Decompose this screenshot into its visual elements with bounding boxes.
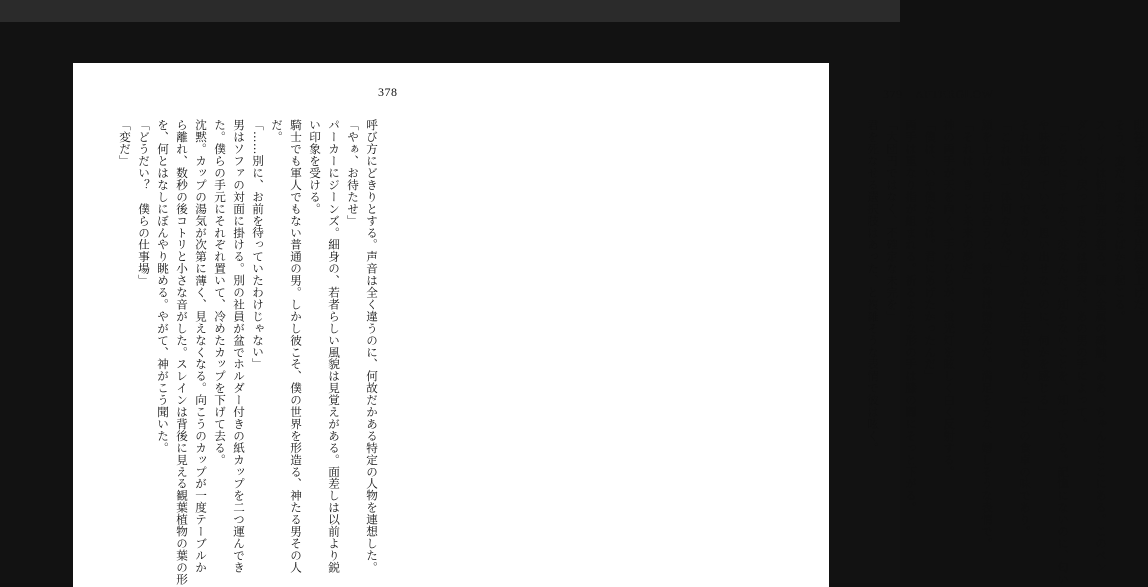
right-page-text-line: 神の両手が天を向く。手のひらが、蛍光灯を眩しく白く反射する。 xyxy=(942,119,956,478)
book-spread xyxy=(73,63,1146,587)
left-page-text-line: い印象を受ける。 xyxy=(308,119,322,215)
right-page-text-line: 「こちらにきてから、変なんだ。知らないことを、知っている。記憶にないのに、匂い xyxy=(1056,119,1070,586)
right-page-text-line: ダントが、戻ってきたのは現実だ。あの男の手によって。 xyxy=(1075,119,1089,430)
left-page-number: 378 xyxy=(378,85,398,99)
right-page-text-line: 「これは、一体何なんだ？」 xyxy=(999,119,1013,275)
left-page-text-line: 「……別に、お前を待っていたわけじゃない」 xyxy=(251,119,265,370)
right-page-text-line: 「僕は、いや僕たちは。君にあげたかったんだ」 xyxy=(923,119,937,382)
right-page-text-line: スレインは俯き胸元を握る。硬い金属の感触。ああ、ちゃんとここにある。このペン xyxy=(1094,119,1108,574)
reader-viewport[interactable] xyxy=(0,22,1146,586)
right-page-text-line: 「それは、きっと未来の夢だ」 xyxy=(961,119,975,287)
left-page-text-line: 騎士でも軍人でもない普通の男。しかし彼こそ、僕の世界を形造る、神たる男その人 xyxy=(289,119,303,574)
right-page-text-line: 君を死なせる選択肢はあった、と複雑そうな表情で彼は呟く。 xyxy=(866,119,880,454)
right-page-text-line: 「大団円ではなく、不確定な未完を」 xyxy=(885,119,899,323)
left-page-text xyxy=(118,119,381,586)
left-page-text-line: を、何とはなしにぼんやり眺める。やがて、神がこう聞いた。 xyxy=(156,119,170,454)
right-page-text-line: 即答する。男は無言で片眉を上げた。 xyxy=(1132,119,1146,323)
left-page-text-line: た。僕らの手元にそれぞれ置いて、冷めたカップを下げて去る。 xyxy=(213,119,227,466)
right-page-text-line: や味を知っている。思い出せないのに、何かを感じる」 xyxy=(1037,119,1051,418)
left-page-text-line: だ。 xyxy=(270,119,284,143)
left-page xyxy=(73,63,451,587)
left-page-text-line: 男はソファの対面に掛ける。別の社員が盆でホルダー付きの紙カップを二つ運んでき xyxy=(232,119,246,574)
right-page-running-head: 379 AFTERGLOW xyxy=(883,87,994,101)
right-page xyxy=(451,63,1146,587)
left-page-text-line: 「どうだい？ 僕らの仕事場」 xyxy=(137,119,151,287)
right-page-text xyxy=(866,119,1148,586)
viewer-top-bar xyxy=(0,0,900,22)
left-page-text-line: 沈黙。カップの湯気が次第に薄く、見えなくなる。向こうのカップが一度テーブルか xyxy=(194,119,208,574)
left-page-text-line: 「変だ」 xyxy=(118,119,132,167)
right-page-text-line: それは雨の匂いであり、ありふれた生活音であり、ニホンの食卓の味であり。 xyxy=(1018,119,1032,538)
right-page-text-line: そう、変だ。変なことばかり起こる。 xyxy=(1113,119,1127,323)
right-page-text-line: 顔を上げる。目が合うと、彼の神は微笑んだ。満足そうな、嬉しそうな表情で。 xyxy=(980,119,994,550)
left-page-text-line: ら離れ、数秒の後コトリと小さな音がした。スレインは背後に見える観葉植物の葉の形 xyxy=(175,119,189,586)
left-page-text-line: 呼び方にどきりとする。声音は全く違うのに、何故だかある特定の人物を連想した。 xyxy=(365,119,379,574)
left-page-text-line: 「やぁ、お待たせ」 xyxy=(346,119,360,227)
left-page-text-line: パーカーにジーンズ。細身の、若者らしい風貌は見覚えがある。面差しは以前より鋭 xyxy=(327,119,341,574)
right-page-text-line: 両手は重なり指が組まれる。祈るような形の手は膝の間にそっと下がる。 xyxy=(904,119,918,514)
